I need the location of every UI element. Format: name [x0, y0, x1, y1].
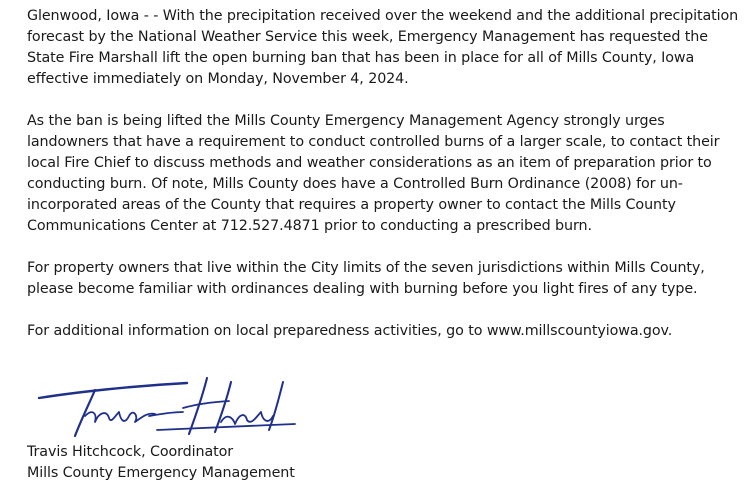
paragraph-controlled-burn-guidance: As the ban is being lifted the Mills County Emergency Management Agency strongly urges landowners that have a requirement to conduct controlled burns of a larger scale, to contact their local Fire Chief to discuss methods and weather considerations as an item of preparation prior to conducting burn. Of note, Mills County does have a Controlled Burn Ordinance (2008) for un-incorporated areas of the County that requires a property owner to contact the Mills County Communications Center at 712.527.4871 prior to conducting a prescribed burn.: [27, 113, 720, 234]
signer-name-title: Travis Hitchcock, Coordinator: [27, 444, 234, 460]
signature-block: [27, 442, 295, 484]
paragraph-burn-ban-lifted: Glenwood, Iowa - - With the precipitation received over the weekend and the additional precipitation forecast by the National Weather Service this week, Emergency Management has requested the State Fire Marshall lift the open burning ban that has been in place for all of Mills County, Iowa effective immediately on Monday, November 4, 2024.: [27, 8, 739, 87]
press-release-body: [27, 6, 749, 342]
signer-organization: Mills County Emergency Management: [27, 465, 295, 481]
handwritten-signature: [37, 372, 299, 444]
paragraph-more-information: For additional information on local preparedness activities, go to www.millscountyiowa.gov.: [27, 323, 673, 339]
paragraph-city-ordinances: For property owners that live within the City limits of the seven jurisdictions within Mills County, please become familiar with ordinances dealing with burning before you light fires of any type.: [27, 260, 705, 297]
